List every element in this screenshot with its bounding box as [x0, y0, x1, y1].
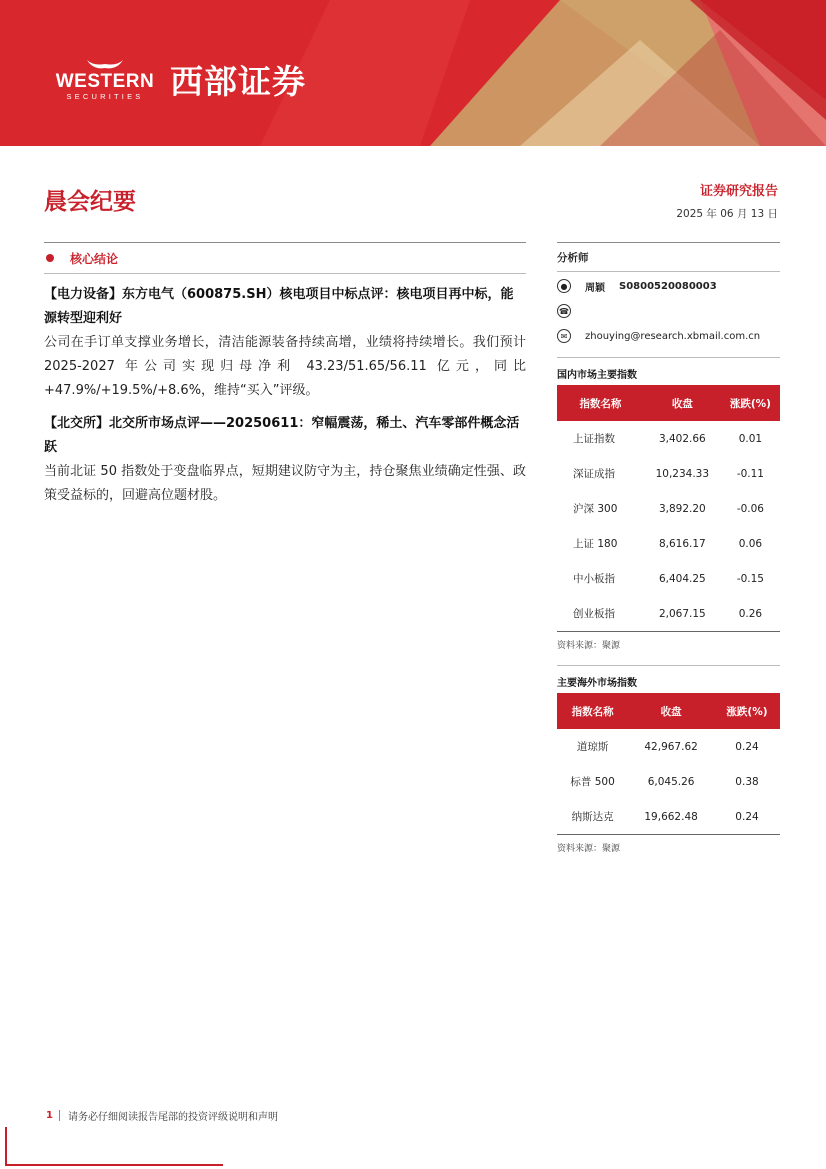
phone-icon: ☎ — [557, 304, 571, 318]
person-icon: ● — [557, 279, 571, 293]
index-close: 2,067.15 — [658, 607, 706, 620]
index-close: 42,967.62 — [644, 740, 698, 753]
index-close: 6,404.25 — [658, 572, 706, 585]
index-name: 道琼斯 — [576, 741, 609, 753]
corner-line-vertical — [5, 1127, 7, 1165]
conclusion-item — [44, 412, 526, 508]
index-change: 0.38 — [735, 775, 759, 788]
table-row — [557, 421, 780, 456]
index-change: 0.24 — [735, 740, 759, 753]
conclusion-item — [44, 283, 526, 403]
index-change: -0.06 — [736, 502, 764, 515]
section-header — [44, 242, 526, 274]
index-close: 10,234.33 — [655, 467, 710, 480]
col-header-close: 收盘 — [628, 693, 714, 729]
col-header-change: 涨跌(%) — [721, 385, 780, 421]
corner-line-horizontal — [5, 1164, 223, 1166]
index-name: 纳斯达克 — [571, 811, 614, 823]
index-name: 上证指数 — [573, 433, 615, 445]
report-type: 证券研究报告 — [699, 184, 778, 199]
col-header-change: 涨跌(%) — [714, 693, 780, 729]
document-title: 晨会纪要 — [44, 188, 136, 215]
col-header-name: 指数名称 — [557, 693, 628, 729]
core-conclusions — [44, 242, 526, 508]
page-number: 1 — [46, 1110, 53, 1121]
overseas-source: 资料来源：聚源 — [557, 834, 780, 858]
bullet-icon — [46, 254, 54, 262]
logo-subtitle: SECURITIES — [66, 92, 144, 101]
table-row — [557, 729, 780, 764]
report-date: 2025 年 06 月 13 日 — [676, 208, 778, 220]
logo-wordmark: WESTERN — [55, 71, 155, 92]
index-close: 3,892.20 — [658, 502, 706, 515]
index-change: 0.24 — [735, 810, 759, 823]
footer-notice: 请务必仔细阅读报告尾部的投资评级说明和声明 — [67, 1112, 278, 1123]
analyst-name-row — [557, 275, 780, 297]
conclusion-title: 【电力设备】东方电气（600875.SH）核电项目中标点评：核电项目再中标，能源转型迎利好 — [44, 287, 514, 326]
index-close: 3,402.66 — [658, 432, 706, 445]
conclusion-body: 公司在手订单支撑业务增长，清洁能源装备持续高增，业绩将持续增长。我们预计 2025-2027 年公司实现归母净利 43.23/51.65/56.11 亿元，同比+47.9%/+19.5%/+8.6%，维持“买入”评级。 — [44, 335, 526, 398]
analyst-name: 周颖 — [585, 282, 605, 294]
index-close: 6,045.26 — [647, 775, 695, 788]
email-icon: ✉ — [557, 329, 571, 343]
index-change: -0.15 — [736, 572, 764, 585]
index-name: 创业板指 — [573, 608, 615, 620]
col-header-name: 指数名称 — [557, 385, 644, 421]
analyst-heading: 分析师 — [557, 242, 780, 272]
analyst-phone-row — [557, 300, 780, 322]
bull-horns-icon — [85, 58, 125, 72]
index-close: 8,616.17 — [658, 537, 706, 550]
analyst-email[interactable]: zhouying@research.xbmail.com.cn — [585, 330, 761, 342]
index-change: 0.26 — [738, 607, 763, 620]
analyst-email-row — [557, 325, 780, 347]
footer-divider — [59, 1110, 60, 1121]
table-row — [557, 561, 780, 596]
table-row — [557, 799, 780, 834]
brand-logo — [46, 56, 306, 103]
page-footer — [46, 1108, 278, 1123]
index-close: 19,662.48 — [644, 810, 698, 823]
conclusion-body: 当前北证 50 指数处于变盘临界点，短期建议防守为主，持仓聚焦业绩确定性强、政策受益标的，回避高位题材股。 — [44, 464, 526, 503]
index-change: -0.11 — [736, 467, 764, 480]
overseas-table-title: 主要海外市场指数 — [557, 665, 780, 693]
table-row — [557, 596, 780, 631]
table-row — [557, 491, 780, 526]
index-name: 上证 180 — [573, 538, 618, 550]
table-row — [557, 764, 780, 799]
overseas-index-table — [557, 693, 780, 834]
table-row — [557, 526, 780, 561]
domestic-index-table — [557, 385, 780, 631]
domestic-source: 资料来源：聚源 — [557, 631, 780, 655]
index-name: 深证成指 — [573, 468, 615, 480]
table-row — [557, 456, 780, 491]
analyst-certificate: S0800520080003 — [619, 280, 717, 292]
index-change: 0.01 — [738, 432, 763, 445]
logo-chinese-name: 西部证券 — [170, 62, 306, 101]
section-title: 核心结论 — [70, 251, 119, 266]
domestic-table-title: 国内市场主要指数 — [557, 357, 780, 385]
index-change: 0.06 — [738, 537, 763, 550]
index-name: 标普 500 — [570, 776, 615, 788]
header-banner — [0, 0, 826, 146]
index-name: 沪深 300 — [573, 503, 618, 515]
index-name: 中小板指 — [573, 573, 615, 585]
sidebar — [557, 242, 780, 858]
col-header-close: 收盘 — [644, 385, 721, 421]
conclusion-title: 【北交所】北交所市场点评——20250611：窄幅震荡，稀土、汽车零部件概念活跃 — [44, 416, 520, 455]
